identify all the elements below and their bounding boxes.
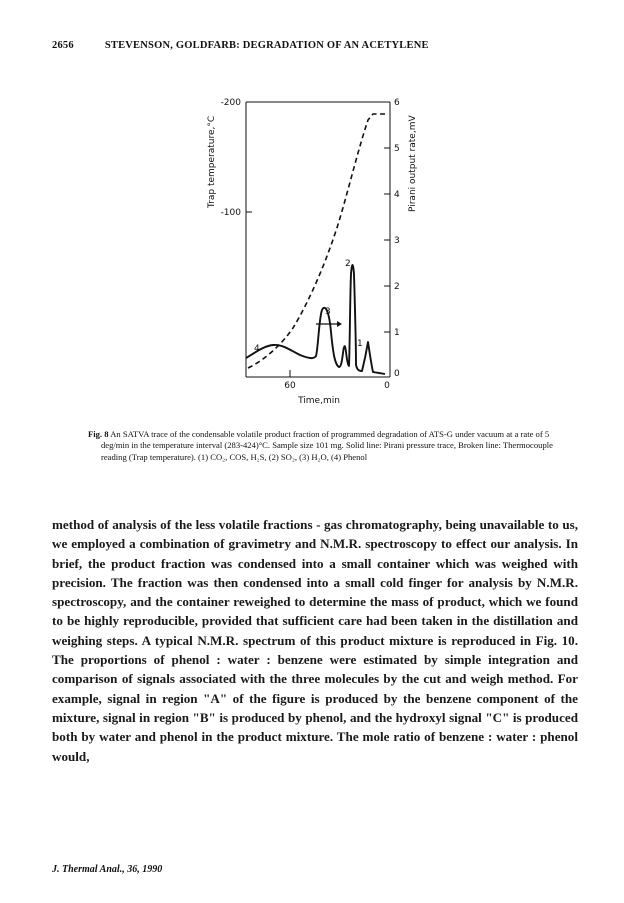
right-tick-label: 2 bbox=[394, 282, 400, 292]
left-axis-label: Trap temperature,°C bbox=[207, 115, 217, 208]
page-number: 2656 bbox=[52, 40, 74, 51]
peak-label-1: 1 bbox=[357, 339, 363, 349]
right-tick-label: 1 bbox=[394, 328, 400, 338]
peak-label-2: 2 bbox=[345, 259, 351, 269]
running-header bbox=[52, 40, 582, 51]
right-tick-label: 0 bbox=[394, 369, 400, 379]
body-paragraph-container bbox=[52, 515, 578, 766]
figure-svg bbox=[190, 78, 430, 410]
arrow-head-icon bbox=[337, 321, 342, 327]
left-tick-label: -100 bbox=[220, 208, 241, 218]
right-tick-label: 3 bbox=[394, 236, 400, 246]
satva-trace-figure bbox=[190, 78, 430, 410]
left-tick-label: -200 bbox=[220, 98, 241, 108]
caption-text: An SATVA trace of the condensable volatile product fraction of programmed degradation of ATS-G under vacuum at a rate of 5 deg/min in the temperature interval (283-424)°C. Sample size 101 mg. Solid line: Pirani pressure trace, Broken line: Thermocouple reading (Trap temperature). (1) CO₂, COS, H₂S, (2) SO₂, (3) H₂O, (4) Phenol bbox=[101, 429, 553, 462]
right-axis-label: Pirani output rate,mV bbox=[408, 115, 418, 212]
right-tick-label: 6 bbox=[394, 98, 400, 108]
right-tick-label: 5 bbox=[394, 144, 400, 154]
x-axis-label: Time,min bbox=[298, 396, 340, 406]
right-ticks bbox=[384, 102, 390, 377]
x-tick-label: 0 bbox=[384, 381, 390, 391]
running-head-title: STEVENSON, GOLDFARB: DEGRADATION OF AN ACETYLENE bbox=[104, 40, 429, 51]
x-tick-label: 60 bbox=[284, 381, 296, 391]
figure-caption bbox=[88, 429, 568, 463]
trap-temperature-trace bbox=[248, 114, 388, 368]
pirani-pressure-trace bbox=[246, 265, 385, 374]
right-tick-label: 4 bbox=[394, 190, 400, 200]
figure-number: Fig. 8 bbox=[88, 429, 109, 439]
body-paragraph: method of analysis of the less volatile fractions - gas chromatography, being unavailable to us, we employed a combination of gravimetry and N.M.R. spectroscopy to effect our analysis. In brief, the product fraction was condensed into a small container which was weighed with precision. The fraction was then condensed into a small cold finger for analysis by N.M.R. spectroscopy, and the container reweighed to determine the mass of product, which we found to be highly reproducible, provided that sufficient care had been taken in the distillation and weighing steps. A typical N.M.R. spectrum of this product mixture is reproduced in Fig. 10. The proportions of phenol : water : benzene were estimated by simple integration and comparison of signals associated with the three molecules by the cut and weigh method. For example, signal in region "A" of the figure is produced by the benzene component of the mixture, signal in region "B" is produced by phenol, and the hydroxyl signal "C" is produced both by water and phenol in the product mixture. The mole ratio of benzene : water : phenol would, bbox=[52, 517, 578, 764]
peak-label-4: 4 bbox=[254, 344, 260, 354]
journal-citation-footer: J. Thermal Anal., 36, 1990 bbox=[52, 864, 163, 875]
peak-label-3: 3 bbox=[325, 307, 331, 317]
